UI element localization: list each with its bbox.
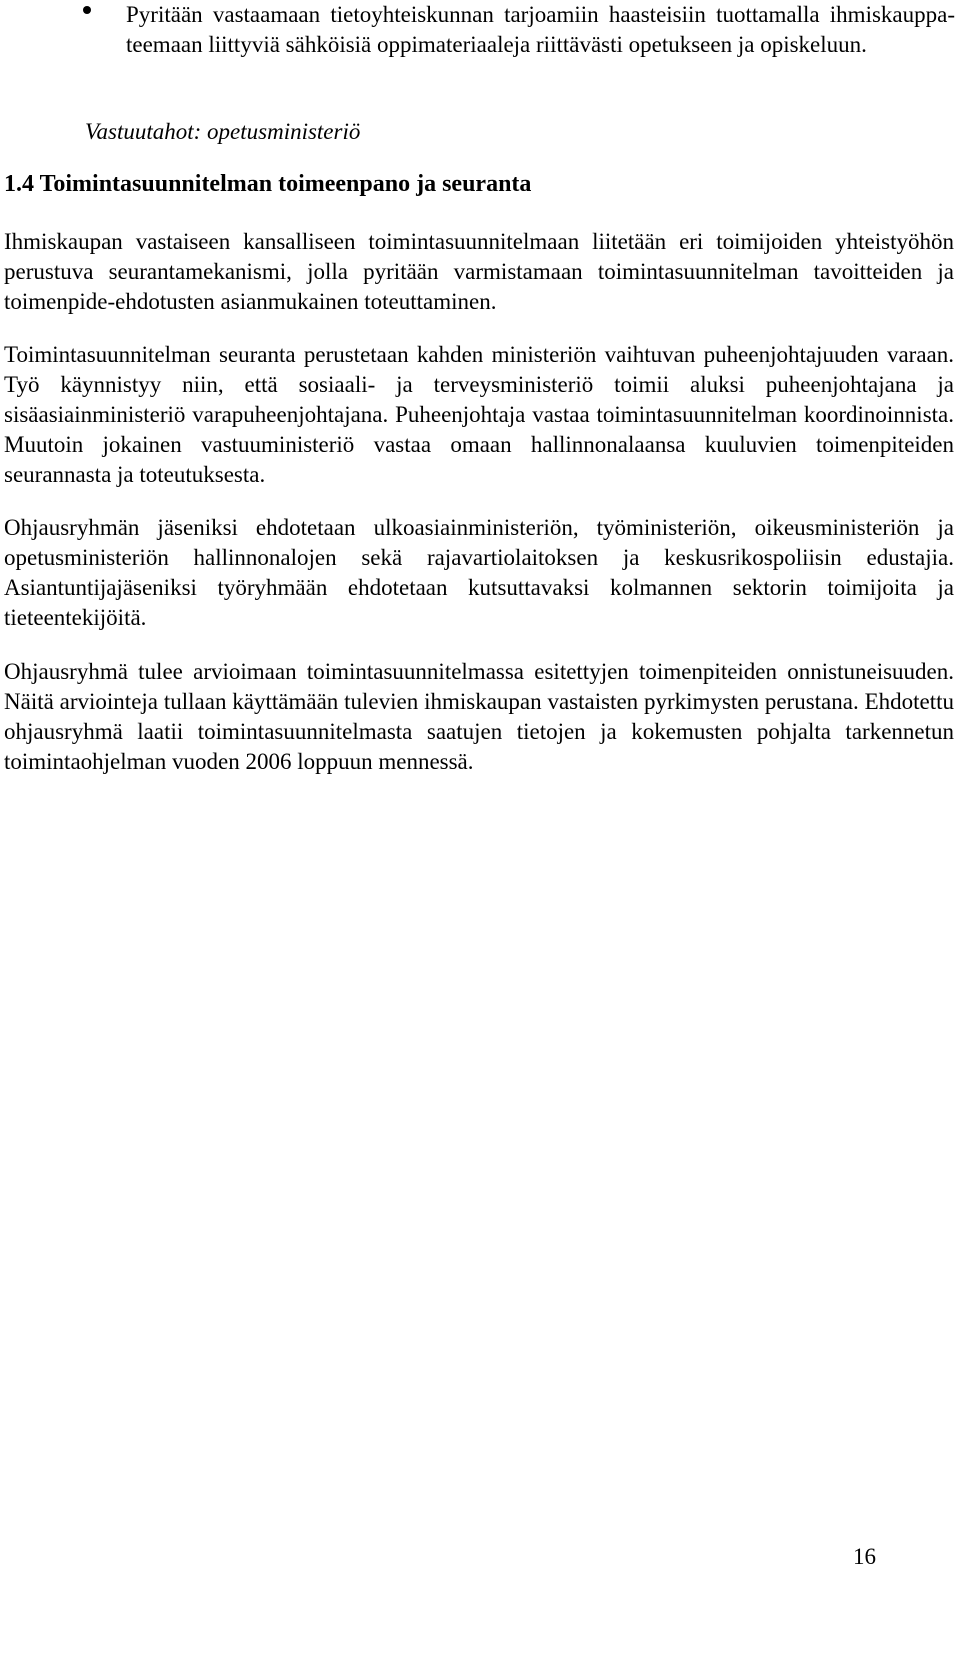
paragraph-monitoring-mechanism: Ihmiskaupan vastaiseen kansalliseen toimintasuunnitelmaan liitetään eri toimijoiden yhteistyöhön perustuva seurantamekanismi, jolla pyritään varmistamaan toimintasuunnitelman tavoitteiden ja toimenpide-ehdotusten asianmukainen toteuttaminen. <box>4 229 954 314</box>
responsible-parties: Vastuutahot: opetusministeriö <box>85 119 361 144</box>
paragraph-steering-group-members: Ohjausryhmän jäseniksi ehdotetaan ulkoasiainministeriön, työministeriön, oikeusministeriön ja opetusministeriön hallinnonalojen sekä rajavartiolaitoksen ja keskusrikospoliisin edustajia. Asiantuntijajäseniksi työryhmään ehdotetaan kutsuttavaksi kolmannen sektorin toimijoita ja tieteentekijöitä. <box>4 515 954 630</box>
bullet-icon <box>83 6 91 14</box>
section-heading: 1.4 Toimintasuunnitelman toimeenpano ja seuranta <box>4 171 532 197</box>
bullet-list-item <box>85 0 955 60</box>
paragraph-evaluation: Ohjausryhmä tulee arvioimaan toimintasuunnitelmassa esitettyjen toimenpiteiden onnistuneisuuden. Näitä arviointeja tullaan käyttämään tulevien ihmiskaupan vastaisten pyrkimysten perustana. Ehdotettu ohjausryhmä laatii toimintasuunnitelmasta saatujen tietojen ja kokemusten pohjalta tarkennetun toimintaohjelman vuoden 2006 loppuun mennessä. <box>4 659 954 774</box>
page-number: 16 <box>853 1544 876 1569</box>
paragraph-chairmanship: Toimintasuunnitelman seuranta perustetaan kahden ministeriön vaihtuvan puheenjohtajuuden varaan. Työ käynnistyy niin, että sosiaali- ja terveysministeriö toimii aluksi puheenjohtajana ja sisäasiainministeriö varapuheenjohtajana. Puheenjohtaja vastaa toimintasuunnitelman koordinoinnista. Muutoin jokainen vastuuministeriö vastaa omaan hallinnonalaansa kuuluvien toimenpiteiden seurannasta ja toteutuksesta. <box>4 342 954 487</box>
bullet-text: Pyritään vastaamaan tietoyhteiskunnan tarjoamiin haasteisiin tuottamalla ihmiskauppa-teemaan liittyviä sähköisiä oppimateriaaleja riittävästi opetukseen ja opiskeluun. <box>126 2 955 57</box>
